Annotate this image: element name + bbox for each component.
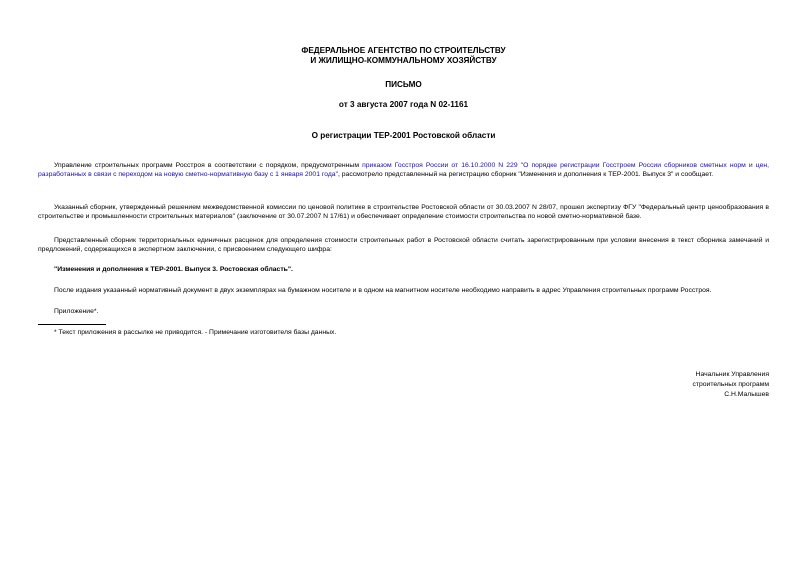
signature-position-line2: строительных программ — [692, 381, 769, 388]
agency-name-line1: ФЕДЕРАЛЬНОЕ АГЕНТСТВО ПО СТРОИТЕЛЬСТВУ — [301, 46, 506, 55]
footnote: * Текст приложения в рассылке не приводится. - Примечание изготовителя базы данных. — [54, 329, 337, 336]
signature-name: С.Н.Малышев — [724, 391, 769, 398]
paragraph-1-end: , рассмотрело представленный на регистрацию сборник "Изменения и дополнения к ТЕР-2001. Выпуск 3" и сообщает. — [338, 171, 714, 178]
cipher-paragraph: "Изменения и дополнения к ТЕР-2001. Выпуск 3. Ростовская область". — [54, 266, 293, 273]
document-subject: О регистрации ТЕР-2001 Ростовской области — [311, 131, 496, 140]
paragraph-1 — [38, 161, 769, 179]
signature-position-line1: Начальник Управления — [695, 371, 769, 378]
document-type: ПИСЬМО — [385, 80, 422, 89]
document-date: от 3 августа 2007 года N 02-1161 — [338, 100, 469, 109]
agency-name-line2: И ЖИЛИЩНО-КОММУНАЛЬНОМУ ХОЗЯЙСТВУ — [310, 56, 497, 65]
order-link[interactable]: приказом Госстроя России от 16.10.2000 N 229 "О порядке регистрации Госстроем России сборников сметных норм и цен, разработанных в связи с переходом на новую сметно-нормативную базу с 1 января 2001 года" — [38, 162, 769, 178]
paragraph-1-start: Управление строительных программ Росстроя в соответствии с порядком, предусмотренным — [54, 162, 363, 169]
paragraph-2: Указанный сборник, утвержденный решением межведомственной комиссии по ценовой политике в строительстве Ростовской области от 30.03.2007 N 28/07, прошел экспертизу ФГУ "Федеральный центр ценообразования в строительстве и промышленности строительных материалов" (заключение от 30.07.2007 N 17/61) и обеспечивает определение стоимости строительства по новой сметно-нормативной базе. — [38, 204, 769, 220]
footnote-divider — [38, 324, 106, 325]
paragraph-3: Представленный сборник территориальных единичных расценок для определения стоимости строительных работ в Ростовской области считать зарегистрированным при условии внесения в текст сборника замечаний и предложений, содержащихся в экспертном заключении, с присвоением следующего шифра: — [38, 237, 769, 253]
paragraph-5: После издания указанный нормативный документ в двух экземплярах на бумажном носителе и в одном на магнитном носителе необходимо направить в адрес Управления строительных программ Росстроя. — [54, 287, 712, 294]
appendix-note: Приложение*. — [54, 308, 99, 315]
